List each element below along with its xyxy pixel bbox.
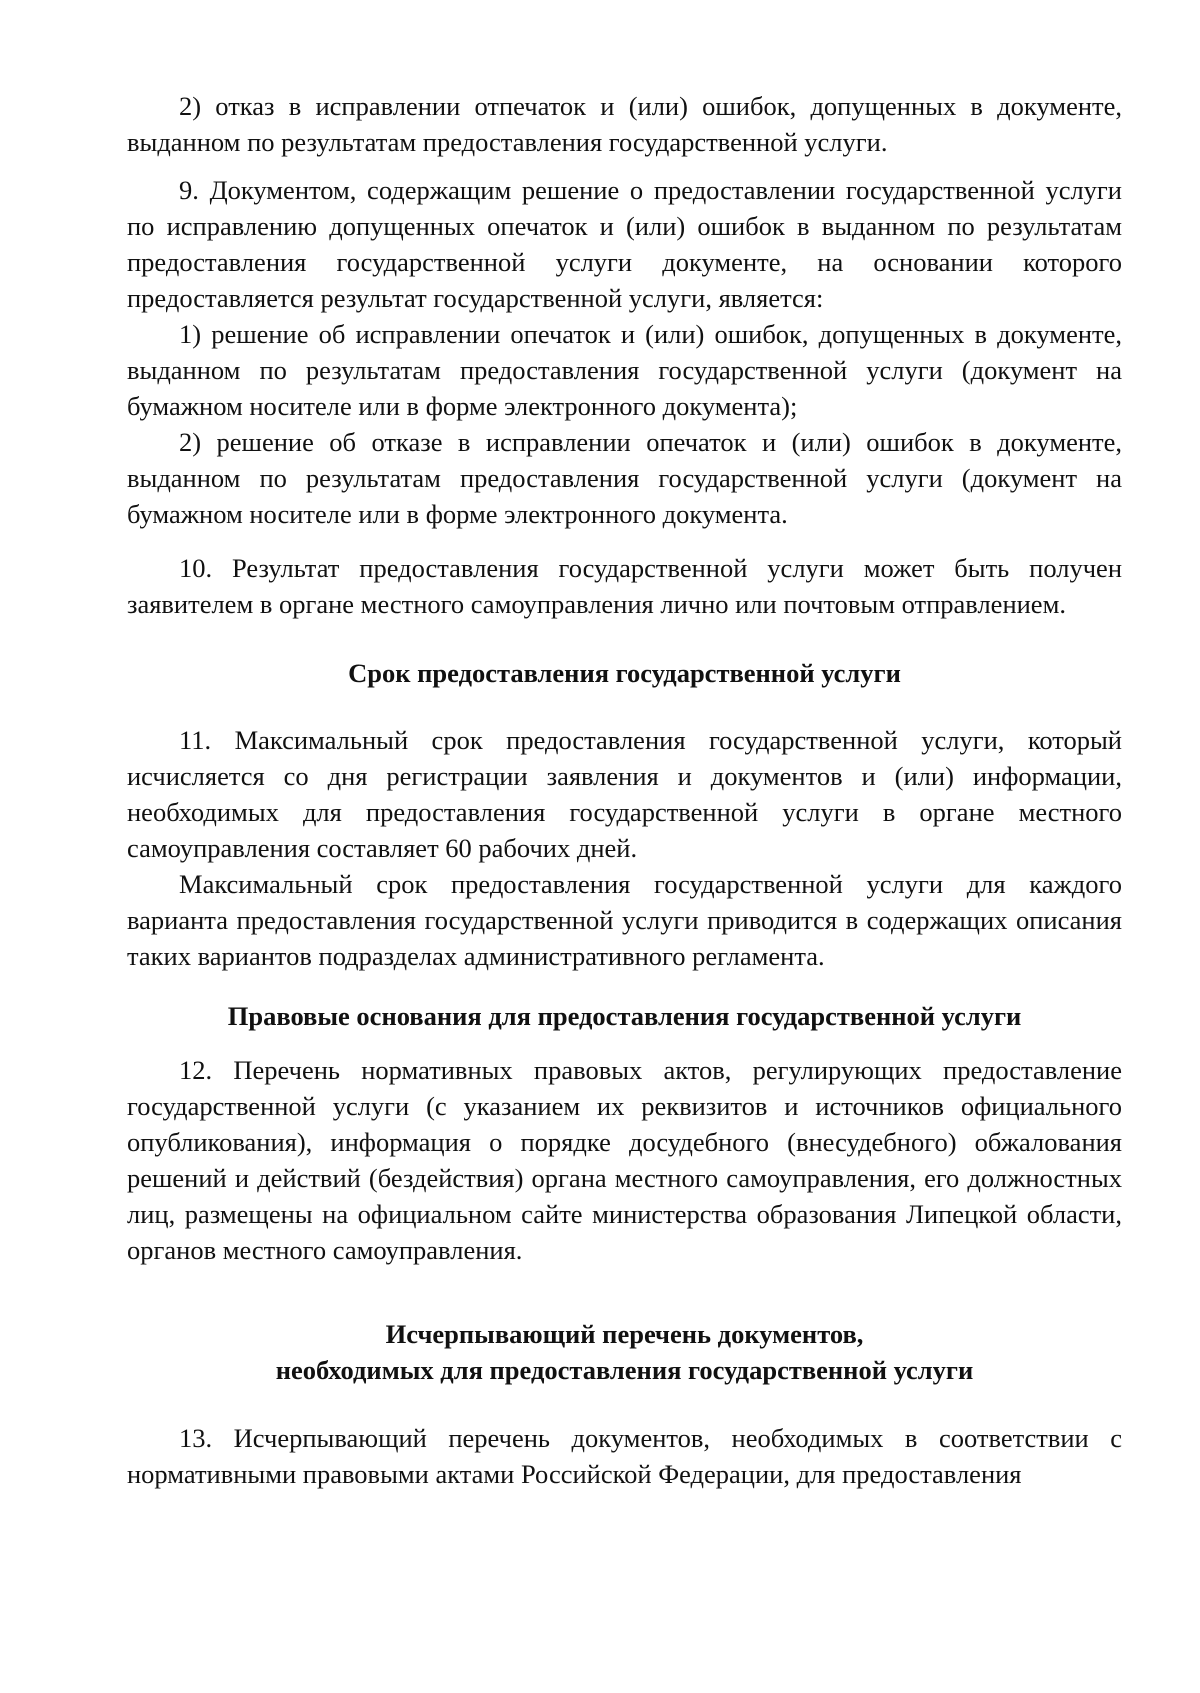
- section-heading-documents-line2: необходимых для предоставления государственной услуги: [275, 1355, 974, 1385]
- section-heading-term: Срок предоставления государственной услуги: [348, 658, 901, 688]
- paragraph-11-variant: Максимальный срок предоставления государственной услуги для каждого варианта предоставления государственной услуги приводится в содержащих описания таких вариантов подразделах административного регламента.: [127, 869, 1122, 971]
- section-heading-documents-line1: Исчерпывающий перечень документов,: [385, 1319, 864, 1349]
- paragraph-9-item1: 1) решение об исправлении опечаток и (или) ошибок, допущенных в документе, выданном по результатам предоставления государственной услуги (документ на бумажном носителе или в форме электронного документа);: [127, 319, 1122, 421]
- paragraph-11: [127, 722, 1122, 974]
- paragraph-13: 13. Исчерпывающий перечень документов, необходимых в соответствии с нормативными правовыми актами Российской Федерации, для предоставления: [127, 1423, 1122, 1489]
- paragraph-9: [127, 172, 1122, 532]
- paragraph-item2-refusal: 2) отказ в исправлении отпечаток и (или) ошибок, допущенных в документе, выданном по результатам предоставления государственной услуги.: [127, 91, 1122, 157]
- paragraph-10: 10. Результат предоставления государственной услуги может быть получен заявителем в органе местного самоуправления лично или почтовым отправлением.: [127, 553, 1122, 619]
- section-heading-legal: Правовые основания для предоставления государственной услуги: [227, 1001, 1022, 1031]
- section-heading-documents: [127, 1316, 1122, 1388]
- paragraph-11-main: 11. Максимальный срок предоставления государственной услуги, который исчисляется со дня регистрации заявления и документов и (или) информации, необходимых для предоставления государственной услуги в органе местного самоуправления составляет 60 рабочих дней.: [127, 725, 1122, 863]
- paragraph-9-item2: 2) решение об отказе в исправлении опечаток и (или) ошибок в документе, выданном по результатам предоставления государственной услуги (документ на бумажном носителе или в форме электронного документа.: [127, 427, 1122, 529]
- paragraph-12: 12. Перечень нормативных правовых актов, регулирующих предоставление государственной услуги (с указанием их реквизитов и источников официального опубликования), информация о порядке досудебного (внесудебного) обжалования решений и действий (бездействия) органа местного самоуправления, его должностных лиц, размещены на официальном сайте министерства образования Липецкой области, органов местного самоуправления.: [127, 1055, 1122, 1265]
- paragraph-9-intro: 9. Документом, содержащим решение о предоставлении государственной услуги по исправлению допущенных опечаток и (или) ошибок в выданном по результатам предоставления государственной услуги документе, на основании которого предоставляется результат государственной услуги, является:: [127, 175, 1122, 313]
